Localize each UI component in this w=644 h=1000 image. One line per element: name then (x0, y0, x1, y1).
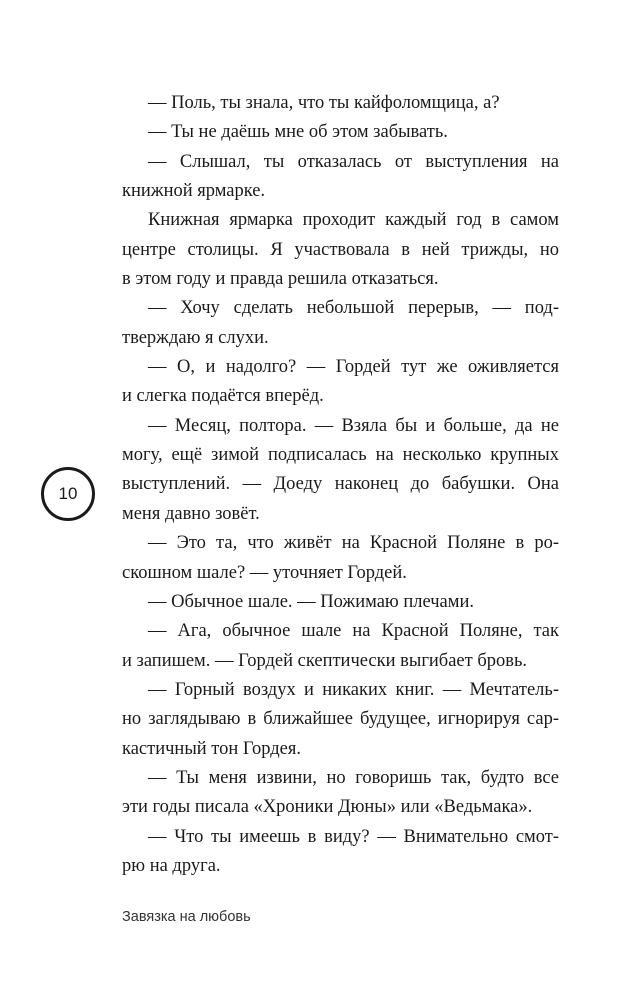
paragraph (122, 412, 559, 529)
paragraph (122, 294, 559, 353)
text-line: — Поль, ты знала, что ты кайфоломщица, а? (148, 93, 500, 113)
text-line: и слегка подаётся вперёд. (122, 386, 324, 407)
text-line: в этом году и правда решила отказаться. (122, 269, 439, 290)
text-line: но заглядываю в ближайшее будущее, игнорируя сар- (122, 709, 559, 730)
text-line: скошном шале? — уточняет Гордей. (122, 562, 407, 583)
paragraph (122, 588, 559, 617)
text-line: могу, ещё зимой подписалась на несколько крупных (122, 445, 559, 466)
text-line: — Месяц, полтора. — Взяла бы и больше, да не (148, 415, 559, 436)
text-line: выступлений. — Доеду наконец до бабушки. Она (122, 474, 559, 495)
text-line: — Слышал, ты отказалась от выступления на (148, 151, 559, 172)
text-line: центре столицы. Я участвовала в ней трижды, но (122, 239, 559, 260)
paragraph (122, 89, 559, 118)
text-line: — Ты меня извини, но говоришь так, будто все (148, 767, 559, 788)
text-line: — Что ты имеешь в виду? — Внимательно смот- (148, 826, 559, 847)
paragraph (122, 823, 559, 882)
text-line: — Хочу сделать небольшой перерыв, — под- (148, 298, 559, 319)
paragraph (122, 676, 559, 764)
paragraph (122, 148, 559, 207)
text-line: меня давно зовёт. (122, 503, 260, 524)
text-line: эти годы писала «Хроники Дюны» или «Ведьмака». (122, 797, 533, 818)
text-line: — Обычное шале. — Пожимаю плечами. (148, 591, 474, 612)
text-line: книжной ярмарке. (122, 181, 266, 202)
text-line: — Горный воздух и никаких книг. — Мечтатель- (148, 679, 559, 700)
text-line: рю на друга. (122, 855, 221, 876)
paragraph (122, 118, 559, 147)
page-number-badge (41, 467, 95, 521)
paragraph (122, 353, 559, 412)
paragraph (122, 617, 559, 676)
paragraph (122, 529, 559, 588)
text-line: Книжная ярмарка проходит каждый год в самом (148, 210, 559, 231)
text-line: — О, и надолго? — Гордей тут же оживляется (148, 357, 559, 378)
text-line: — Ты не даёшь мне об этом забывать. (148, 122, 448, 143)
text-line: тверждаю я слухи. (122, 327, 269, 348)
text-line: и запишем. — Гордей скептически выгибает бровь. (122, 650, 528, 671)
paragraph (122, 764, 559, 823)
body-text (122, 89, 559, 881)
text-line: — Ага, обычное шале на Красной Поляне, так (148, 621, 559, 642)
paragraph (122, 206, 559, 294)
text-line: кастичный тон Гордея. (122, 738, 301, 759)
page-number: 10 (58, 484, 78, 503)
text-line: — Это та, что живёт на Красной Поляне в ро- (148, 533, 559, 554)
running-footer-book-title: Завязка на любовь (122, 909, 251, 925)
